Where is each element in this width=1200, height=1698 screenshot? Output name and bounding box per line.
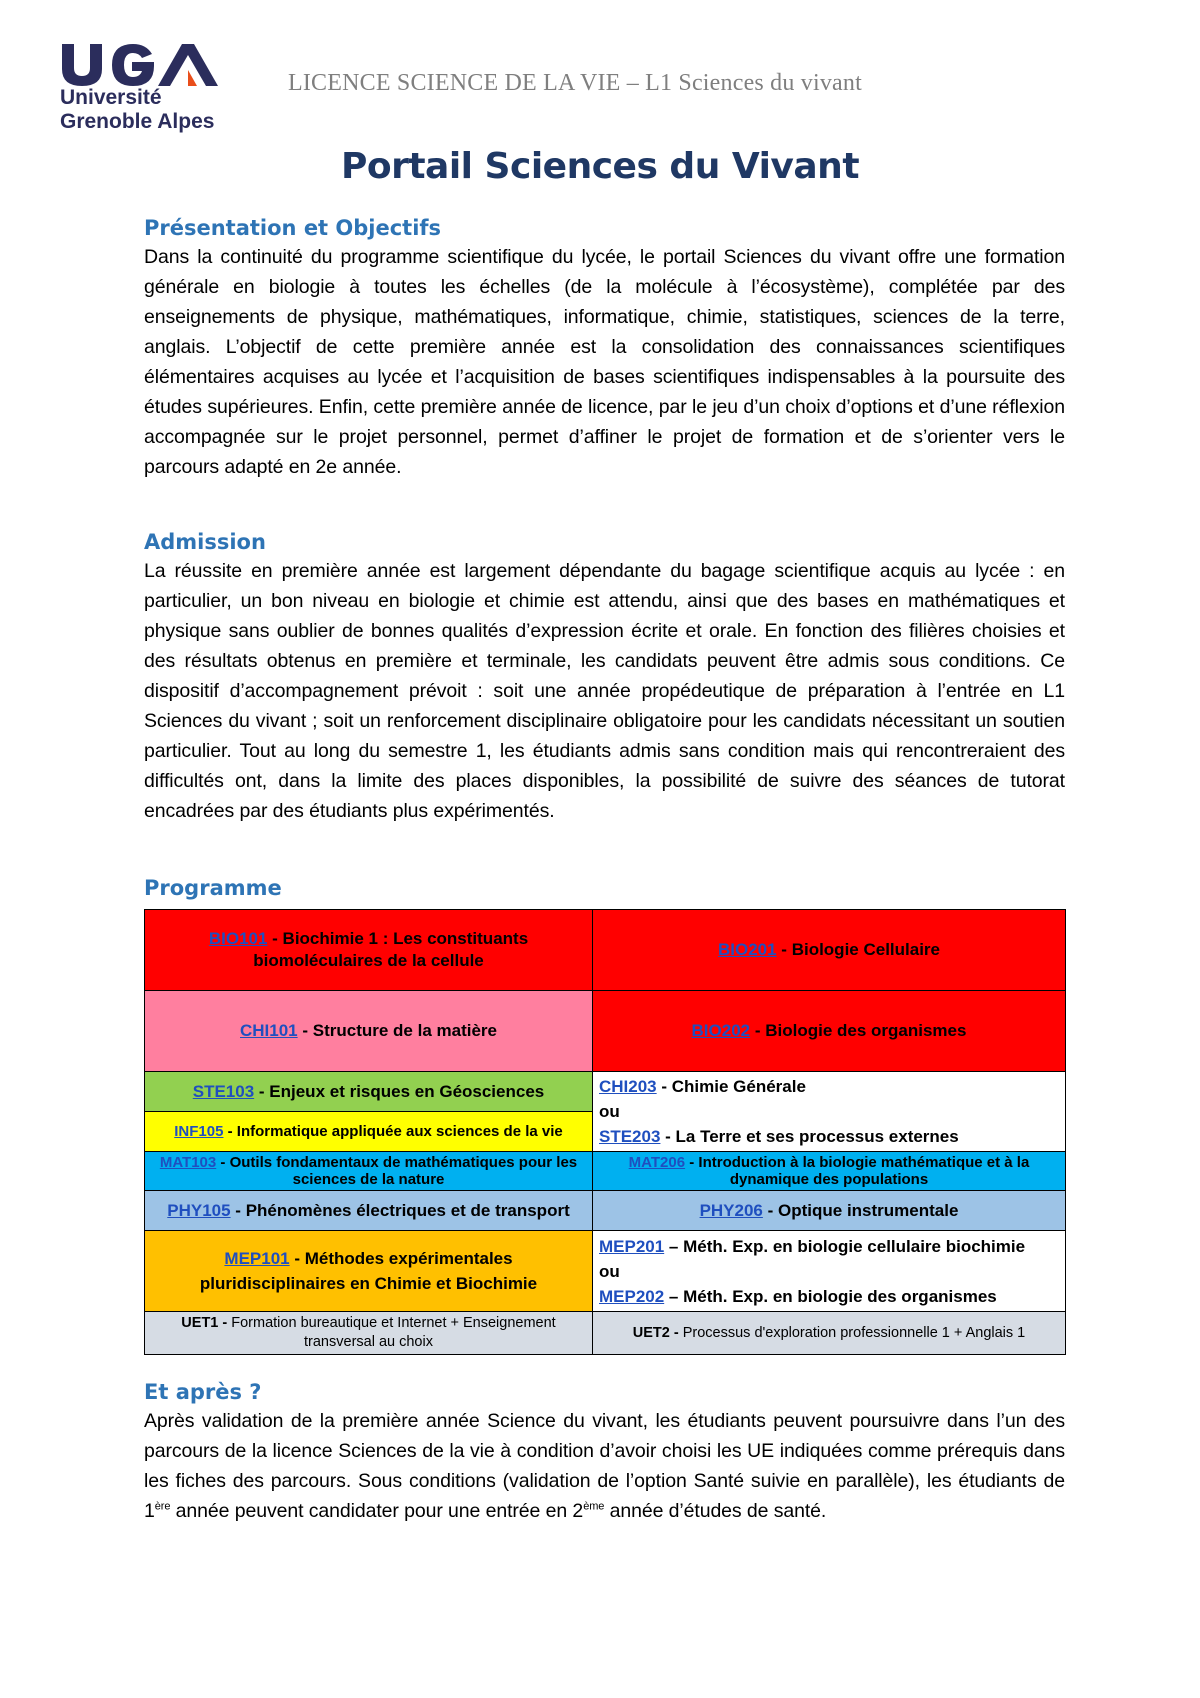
section-heading-programme: Programme [144,876,282,900]
ue-sep: - [776,940,792,959]
ue-link-bio101[interactable]: BIO101 [208,929,268,948]
ue-title: Méth. Exp. en biologie cellulaire biochimie [683,1236,1026,1256]
page-title: Portail Sciences du Vivant [340,146,860,187]
table-row [145,1231,1066,1312]
table-row [145,1152,1066,1191]
logo-university-name [60,86,214,134]
ue-cell-mat103 [145,1152,593,1191]
ue-title: Phénomènes électriques et de transport [245,1200,570,1220]
section-heading-admission: Admission [144,530,266,554]
section-presentation [144,214,1065,482]
ue-sep: - [218,1315,232,1331]
ue-title: Optique instrumentale [778,1200,959,1220]
ue-sep: - [762,1200,778,1220]
ue-sep: - [216,1154,230,1171]
presentation-text: Dans la continuité du programme scientifique du lycée, le portail Sciences du vivant offre une formation générale en biologie à toutes les échelles (de la molécule à l’écosystème), complétée par des enseignements de physique, mathématiques, informatique, chimie, statistiques, sciences de la terre, anglais. L’objectif de cette première année est la consolidation des connaissances scientifiques élémentaires acquises au lycée et l’acquisition de bases scientifiques indispensables à la poursuite des études supérieures. Enfin, cette première année de licence, par le jeu d’un choix d’options et d’une réflexion accompagnée sur le projet personnel, permet d’affiner le projet de formation et de s’orienter vers le parcours adapté en 2e année. [144,246,1065,478]
ue-or-label: ou [599,1102,620,1121]
admission-text: La réussite en première année est largement dépendante du bagage scientifique acquis au lycée : en particulier, un bon niveau en biologie et chimie est attendu, ainsi que des bases en mathématiques et physique sans oublier de bonnes qualités d’expression écrite et orale. En fonction des filières choisies et des résultats obtenus en première et terminale, les candidats peuvent être admis sous conditions. Ce dispositif d’accompagnement prévoit : soit une année propédeutique de préparation à l’entrée en L1 Sciences du vivant ; soit un renforcement disciplinaire obligatoire pour les candidats nécessitant un soutien particulier. Tout au long du semestre 1, les étudiants admis sans condition mais qui rencontreraient des difficultés ont, dans la limite des places disponibles, la possibilité de suivre des séances de tutorat encadrées par des étudiants plus expérimentés. [144,560,1065,822]
programme-table [144,909,1066,1355]
after-text-part: Après validation de la première année Science du vivant, les étudiants peuvent poursuivre dans l’un des parcours de la licence Sciences de la vie à condition d’avoir choisi les UE indiquées comme prérequis dans les fiches des parcours. Sous conditions (validation de l’option Santé suivie en parallèle), les étudiants de 1 [144,1410,1065,1522]
ue-title: Biochimie 1 : Les constituants biomoléculaires de la cellule [253,929,529,970]
ue-sep: - [267,929,283,948]
ue-title: Chimie Générale [671,1077,806,1096]
section-after [144,1378,1065,1526]
ue-link-mat103[interactable]: MAT103 [159,1154,217,1171]
ue-cell-chi101 [145,991,593,1072]
ue-link-ste103[interactable]: STE103 [192,1081,255,1101]
ue-or-label: ou [599,1261,620,1281]
ue-sep: - [750,1021,766,1040]
ue-title: La Terre et ses processus externes [675,1127,959,1146]
ue-cell-uet2 [593,1312,1066,1355]
ue-title: Méth. Exp. en biologie des organismes [683,1286,997,1306]
ue-cell-ste103 [145,1072,593,1112]
ue-code-uet2: UET2 [632,1325,670,1341]
ue-sep: – [664,1286,684,1306]
logo-line-2: Grenoble Alpes [60,110,215,133]
superscript: ère [154,1500,171,1513]
ue-link-mat206[interactable]: MAT206 [628,1154,686,1171]
ue-sep: - [289,1249,305,1268]
table-row [145,1191,1066,1231]
ue-cell-uet1 [145,1312,593,1355]
ue-link-mep201[interactable]: MEP201 [599,1236,665,1256]
ue-cell-bio202 [593,991,1066,1072]
ue-link-chi203[interactable]: CHI203 [599,1077,657,1096]
section-admission [144,528,1065,826]
ue-sep: – [664,1236,684,1256]
ue-title: Processus d'exploration professionnelle 1 + Anglais 1 [682,1325,1026,1341]
ue-title: Informatique appliquée aux sciences de la vie [236,1123,563,1140]
after-text-part: année d’études de santé. [604,1500,827,1522]
table-row [145,991,1066,1072]
ue-sep: - [660,1127,676,1146]
logo-line-1: Université [60,86,162,109]
ue-sep: - [254,1081,270,1101]
table-row [145,1312,1066,1355]
ue-title: Biologie des organismes [765,1021,967,1040]
ue-cell-inf105 [145,1112,593,1152]
ue-cell-mat206 [593,1152,1066,1191]
ue-sep: - [230,1200,246,1220]
ue-title: Introduction à la biologie mathématique et à la dynamique des populations [698,1154,1030,1188]
ue-sep: - [669,1325,683,1341]
uga-logo-mark [60,42,250,86]
ue-link-mep202[interactable]: MEP202 [599,1286,665,1306]
ue-title: Enjeux et risques en Géosciences [269,1081,545,1101]
ue-sep: - [685,1154,699,1171]
table-row [145,910,1066,991]
ue-title: Biologie Cellulaire [791,940,940,959]
ue-title: Formation bureautique et Internet + Enseignement transversal au choix [231,1315,556,1350]
ue-cell-mep101 [145,1231,593,1312]
section-heading-after: Et après ? [144,1380,262,1404]
ue-link-mep101[interactable]: MEP101 [224,1249,290,1268]
ue-cell-bio201 [593,910,1066,991]
uga-logo [60,42,250,144]
ue-link-phy105[interactable]: PHY105 [167,1200,231,1220]
table-row [145,1072,1066,1112]
ue-title: Outils fondamentaux de mathématiques pour les sciences de la nature [229,1154,578,1188]
ue-link-ste203[interactable]: STE203 [599,1127,661,1146]
header-title: LICENCE SCIENCE DE LA VIE – L1 Sciences du vivant [288,70,862,96]
ue-cell-mep201-mep202 [593,1231,1066,1312]
ue-link-chi101[interactable]: CHI101 [240,1021,298,1040]
ue-cell-phy206 [593,1191,1066,1231]
ue-link-inf105[interactable]: INF105 [174,1123,224,1140]
ue-code-uet1: UET1 [181,1315,219,1331]
ue-cell-bio101 [145,910,593,991]
after-text-part: année peuvent candidater pour une entrée en 2 [170,1500,584,1522]
ue-cell-chi203-ste203 [593,1072,1066,1152]
after-text [144,1406,1065,1526]
ue-cell-phy105 [145,1191,593,1231]
ue-title: Méthodes expérimentales pluridisciplinaires en Chimie et Biochimie [199,1249,538,1293]
ue-link-bio202[interactable]: BIO202 [691,1021,751,1040]
superscript: ème [583,1500,605,1513]
ue-sep: - [297,1021,313,1040]
ue-sep: - [656,1077,672,1096]
ue-link-phy206[interactable]: PHY206 [699,1200,763,1220]
ue-title: Structure de la matière [312,1021,497,1040]
ue-sep: - [223,1123,237,1140]
ue-link-bio201[interactable]: BIO201 [717,940,777,959]
section-programme [144,874,1065,902]
section-heading-presentation: Présentation et Objectifs [144,216,442,240]
